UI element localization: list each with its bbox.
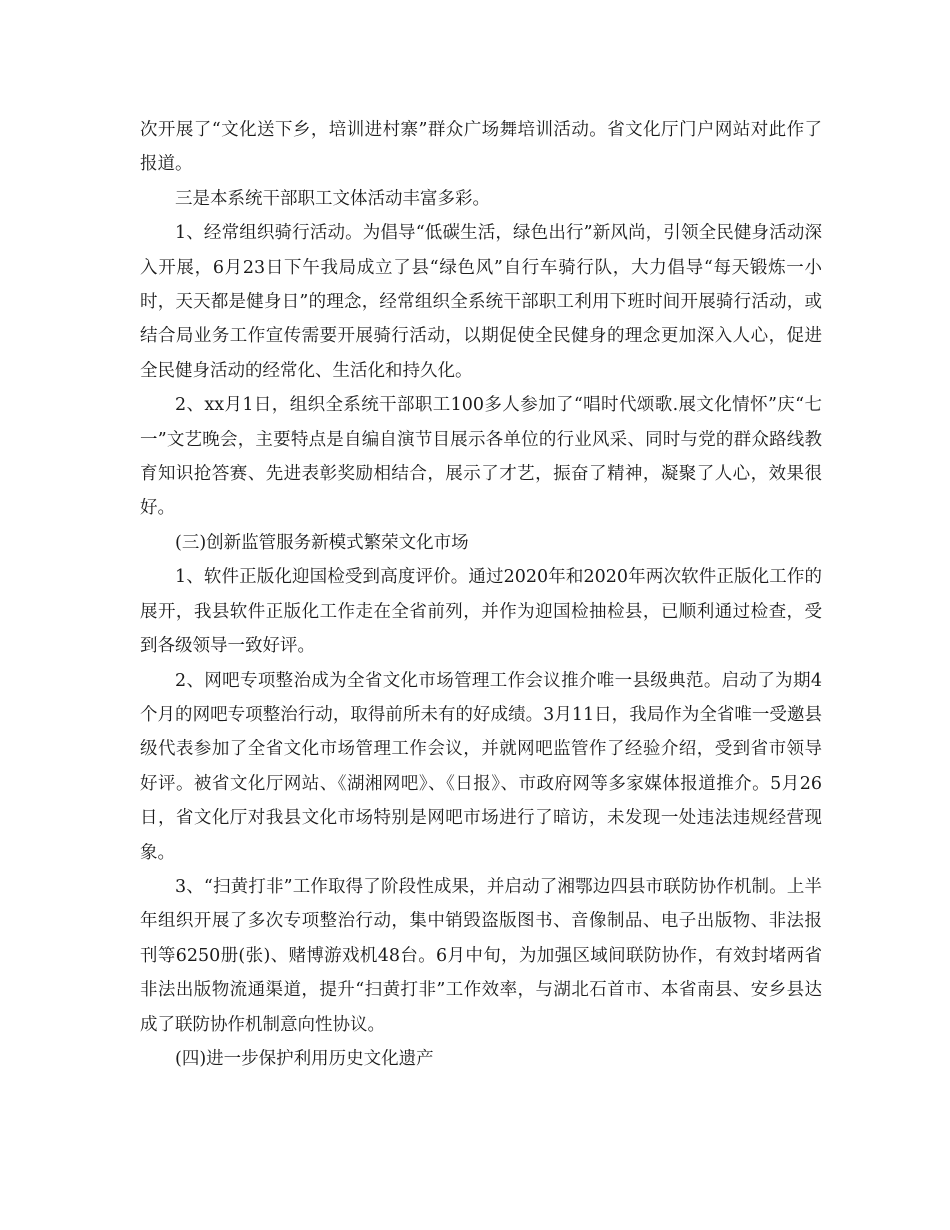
- paragraph-cycling-activities: 1、经常组织骑行活动。为倡导“低碳生活，绿色出行”新风尚，引领全民健身活动深入开展，6月23日下午我局成立了县“绿色风”自行车骑行队，大力倡导“每天锻炼一小时，天天都是健身日”的理念，经常组织全系统干部职工利用下班时间开展骑行活动，或结合局业务工作宣传需要开展骑行活动，以期促使全民健身的理念更加深入人心，促进全民健身活动的经常化、生活化和持久化。: [140, 223, 822, 381]
- paragraph-heading-staff-activities: 三是本系统干部职工文体活动丰富多彩。: [175, 188, 490, 209]
- document-body: [140, 113, 822, 1076]
- paragraph-software-licensing: 1、软件正版化迎国检受到高度评价。通过2020年和2020年两次软件正版化工作的展开，我县软件正版化工作走在全省前列，并作为迎国检抽检县，已顺利通过检查，受到各级领导一致好评。: [140, 567, 822, 657]
- paragraph-continuation: 次开展了“文化送下乡，培训进村寨”群众广场舞培训活动。省文化厅门户网站对此作了报道。: [140, 120, 822, 175]
- paragraph-evening-gala: 2、xx月1日，组织全系统干部职工100多人参加了“唱时代颂歌.展文化情怀”庆“七一”文艺晚会，主要特点是自编自演节目展示各单位的行业风采、同时与党的群众路线教育知识抢答赛、先进表彰奖励相结合，展示了才艺，振奋了精神，凝聚了人心，效果很好。: [140, 395, 822, 519]
- section-heading-culture-market: (三)创新监管服务新模式繁荣文化市场: [175, 532, 469, 553]
- paragraph-internet-cafe-rectification: 2、网吧专项整治成为全省文化市场管理工作会议推介唯一县级典范。启动了为期4个月的网吧专项整治行动，取得前所未有的好成绩。3月11日，我局作为全省唯一受邀县级代表参加了全省文化市场管理工作会议，并就网吧监管作了经验介绍，受到省市领导好评。被省文化厅网站、《湖湘网吧》、《日报》、市政府网等多家媒体报道推介。5月26日，省文化厅对我县文化市场特别是网吧市场进行了暗访，未发现一处违法违规经营现象。: [140, 670, 822, 863]
- section-heading-cultural-heritage: (四)进一步保护利用历史文化遗产: [175, 1048, 434, 1069]
- paragraph-anti-piracy: 3、“扫黄打非”工作取得了阶段性成果，并启动了湘鄂边四县市联防协作机制。上半年组织开展了多次专项整治行动，集中销毁盗版图书、音像制品、电子出版物、非法报刊等6250册(张)、赌博游戏机48台。6月中旬，为加强区域间联防协作，有效封堵两省非法出版物流通渠道，提升“扫黄打非”工作效率，与湖北石首市、本省南县、安乡县达成了联防协作机制意向性协议。: [140, 876, 822, 1035]
